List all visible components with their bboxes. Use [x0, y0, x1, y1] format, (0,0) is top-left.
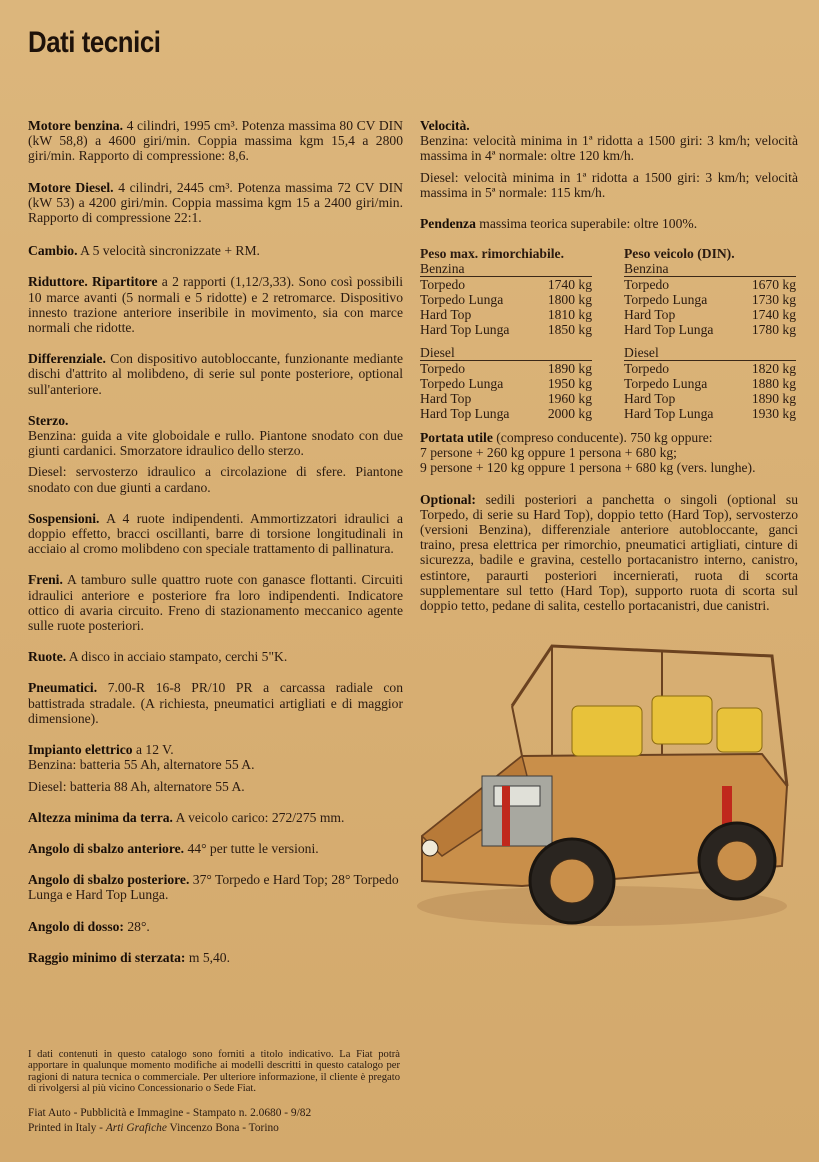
- weight-value: 1960 kg: [547, 391, 592, 406]
- spec-text: A veicolo carico: 272/275 mm.: [175, 809, 345, 825]
- left-column: [28, 118, 403, 965]
- spec-dosso: [28, 919, 403, 934]
- weight-row: [420, 406, 592, 421]
- weight-model: Hard Top Lunga: [624, 406, 714, 421]
- spec-optional: [420, 492, 798, 614]
- spec-label: Freni.: [28, 572, 63, 588]
- spec-riduttore: [28, 274, 403, 335]
- weight-value: 1820 kg: [751, 361, 796, 376]
- weight-row: [420, 322, 592, 337]
- spec-label: Ruote.: [28, 649, 67, 665]
- weight-row: [420, 376, 592, 391]
- spec-pendenza: [420, 216, 798, 231]
- spec-label: Pneumatici.: [28, 680, 98, 696]
- spec-portata: [420, 430, 798, 445]
- towable-heading: Peso max. rimorchiabile.: [420, 246, 564, 261]
- spec-text: A 5 velocità sincronizzate + RM.: [80, 243, 260, 259]
- weight-model: Hard Top: [420, 307, 472, 322]
- spec-text: 44° per tutte le versioni.: [187, 840, 319, 856]
- credit-line-1: Fiat Auto - Pubblicità e Immagine - Stampato n. 2.0680 - 9/82: [28, 1107, 312, 1119]
- spec-altezza: [28, 810, 403, 825]
- weight-model: Hard Top Lunga: [420, 322, 510, 337]
- weight-value: 1950 kg: [547, 376, 592, 391]
- towable-benzina-label: Benzina: [420, 261, 592, 277]
- weight-model: Torpedo Lunga: [420, 292, 504, 307]
- spec-label: Raggio minimo di sterzata:: [28, 949, 186, 965]
- weight-model: Torpedo: [624, 361, 670, 376]
- weight-row: [420, 292, 592, 307]
- weight-model: Torpedo: [420, 277, 466, 292]
- spec-label: Optional:: [420, 491, 476, 507]
- weight-model: Hard Top: [420, 391, 472, 406]
- page-title: Dati tecnici: [28, 26, 161, 59]
- weight-row: [624, 292, 796, 307]
- spec-label: Cambio.: [28, 243, 78, 259]
- spec-text: massima teorica superabile: oltre 100%.: [479, 216, 698, 232]
- spec-velocita-heading: [420, 118, 798, 133]
- weight-value: 1810 kg: [547, 307, 592, 322]
- spec-text: 7.00-R 16-8 PR/10 PR a carcassa radiale con battistrada stradale. (A richiesta, pneumatici artigliati e di maggior dimensione).: [28, 680, 403, 726]
- weight-row: [420, 391, 592, 406]
- spec-motore-diesel: [28, 180, 403, 226]
- spec-label: Portata utile: [420, 430, 493, 445]
- spec-sterzo-benzina: Benzina: guida a vite globoidale e rullo. Piantone snodato con due giunti cardanici. Smorzatore idraulico dello sterzo.: [28, 428, 403, 459]
- spec-label: Sterzo.: [28, 412, 69, 428]
- spec-label: Angolo di sbalzo posteriore.: [28, 872, 190, 888]
- weight-row: [420, 277, 592, 292]
- spec-portata-7: 7 persone + 260 kg oppure 1 persona + 680 kg;: [420, 445, 677, 461]
- weight-value: 1670 kg: [751, 277, 796, 292]
- weight-model: Hard Top Lunga: [420, 406, 510, 421]
- spec-text: Con dispositivo autobloccante, funzionante mediante dischi d'attrito al molibdeno, di serie sul ponte posteriore, optional sull'anteriore.: [28, 351, 404, 397]
- weight-row: [624, 361, 796, 376]
- spec-text: a 2 rapporti (1,12/3,33). Sono così possibili 10 marce avanti (5 normali e 5 ridotte) e 2 retromarce. Dispositivo innesto trazione anteriore inseribile in movimento, sia con marce normali che ridotte.: [28, 274, 403, 336]
- towable-weight-column: [420, 246, 592, 421]
- weight-value: 1730 kg: [751, 292, 796, 307]
- spec-label: Pendenza: [420, 216, 476, 232]
- weight-row: [624, 322, 796, 337]
- weight-value: 2000 kg: [547, 406, 592, 421]
- right-column: [420, 118, 798, 231]
- spec-text: (compreso conducente). 750 kg oppure:: [496, 430, 713, 445]
- credit-text: Printed in Italy -: [28, 1122, 106, 1134]
- spec-label: Angolo di sbalzo anteriore.: [28, 840, 185, 856]
- weight-value: 1850 kg: [547, 322, 592, 337]
- weight-model: Torpedo: [624, 277, 670, 292]
- vehicle-weight-heading: Peso veicolo (DIN).: [624, 246, 735, 261]
- spec-impianto: [28, 742, 403, 757]
- footer-disclaimer: I dati contenuti in questo catalogo sono forniti a titolo indicativo. La Fiat potrà apportare in qualunque momento modifiche ai modelli descritti in questo catalogo per ragioni di natura tecnica o commerciale. Per ulteriore informazione, il cliente è pregato di rivolgersi al più vicino Concessionario o Sede Fiat.: [28, 1048, 400, 1095]
- weight-value: 1880 kg: [751, 376, 796, 391]
- spec-text: A disco in acciaio stampato, cerchi 5"K.: [68, 649, 288, 665]
- weight-row: [624, 406, 796, 421]
- weight-model: Hard Top: [624, 391, 676, 406]
- vehicle-weight-benzina-label: Benzina: [624, 261, 796, 277]
- towable-benzina-rows: [420, 277, 592, 337]
- towable-diesel-rows: [420, 361, 592, 421]
- spec-freni: [28, 572, 403, 633]
- weight-row: [624, 391, 796, 406]
- spec-text: 4 cilindri, 1995 cm³. Potenza massima 80 CV DIN (kW 58,8) a 4600 giri/min. Coppia massima kgm 15,4 a 2800 giri/min. Rapporto di compressione: 8,6.: [28, 118, 403, 164]
- weight-model: Torpedo Lunga: [624, 292, 708, 307]
- weight-value: 1890 kg: [751, 391, 796, 406]
- spec-pneumatici: [28, 680, 403, 726]
- spec-differenziale: [28, 351, 403, 397]
- weight-row: [624, 376, 796, 391]
- spec-sterzo-heading: [28, 413, 403, 428]
- spec-sbalzo-posteriore: [28, 872, 403, 902]
- spec-label: Riduttore. Ripartitore: [28, 274, 158, 290]
- spec-label: Velocità.: [420, 118, 470, 133]
- spec-impianto-diesel: Diesel: batteria 88 Ah, alternatore 55 A.: [28, 778, 245, 794]
- weight-row: [624, 307, 796, 322]
- spec-impianto-benzina: Benzina: batteria 55 Ah, alternatore 55 A.: [28, 757, 255, 773]
- weight-value: 1740 kg: [547, 277, 592, 292]
- right-column-lower: [420, 430, 798, 613]
- spec-label: Motore Diesel.: [28, 179, 114, 195]
- spec-text: a 12 V.: [135, 742, 174, 758]
- weight-model: Torpedo: [420, 361, 466, 376]
- spec-label: Motore benzina.: [28, 118, 124, 133]
- spec-text: 28°.: [127, 918, 150, 934]
- weight-model: Torpedo Lunga: [624, 376, 708, 391]
- footer-credits: [28, 1106, 311, 1136]
- weight-value: 1780 kg: [751, 322, 796, 337]
- weight-row: [420, 307, 592, 322]
- vehicle-cutaway-illustration: [402, 636, 794, 936]
- spec-raggio: [28, 950, 403, 965]
- weight-model: Hard Top: [624, 307, 676, 322]
- weight-row: [420, 361, 592, 376]
- vehicle-weight-diesel-rows: [624, 361, 796, 421]
- weight-value: 1740 kg: [751, 307, 796, 322]
- spec-label: Sospensioni.: [28, 510, 100, 526]
- vehicle-weight-benzina-rows: [624, 277, 796, 337]
- spec-text: A tamburo sulle quattro ruote con ganasce flottanti. Circuiti idraulici anteriore e posteriore fra loro indipendenti. Indicatore ottico di avaria circuito. Freno di stazionamento meccanico agente sulle ruote posteriori.: [28, 572, 404, 634]
- vehicle-weight-diesel-label: Diesel: [624, 345, 796, 361]
- spec-label: Altezza minima da terra.: [28, 809, 173, 825]
- weight-model: Torpedo Lunga: [420, 376, 504, 391]
- spec-label: Impianto elettrico: [28, 742, 133, 758]
- spec-text: sedili posteriori a panchetta o singoli (optional su Torpedo, di serie su Hard Top), doppio tetto (Hard Top), servosterzo (versioni Benzina), differenziale anteriore autobloccante, ganci traino, presa elettrica per rimorchio, pneumatici artigliati, cinture di sicurezza, badile e gravina, cestello portacanistro interno, canistro, estintore, paraurti posteriori incernierati, ruota di scorta supplementare sul tetto (Hard Top), supporto ruota di scorta sul doppio tetto, pedane di salita, cestello portacanistri, due canistri.: [420, 491, 798, 614]
- spec-sterzo-diesel: Diesel: servosterzo idraulico a circolazione di sfere. Piantone snodato con due giunti a cardano.: [28, 464, 403, 495]
- credit-text-italic: Arti Grafiche: [105, 1122, 167, 1134]
- spec-text: m 5,40.: [188, 949, 231, 965]
- weight-value: 1800 kg: [547, 292, 592, 307]
- spec-ruote: [28, 649, 403, 664]
- spec-text: A 4 ruote indipendenti. Ammortizzatori idraulici a doppio effetto, bracci oscillanti, barre di torsione longitudinali in acciaio al cromo molibdeno con speciale trattamento di pallinatura.: [28, 510, 403, 557]
- credit-text: Vincenzo Bona - Torino: [166, 1122, 279, 1134]
- spec-sbalzo-anteriore: [28, 841, 403, 856]
- spec-motore-benzina: [28, 118, 403, 164]
- spec-velocita-diesel: Diesel: velocità minima in 1ª ridotta a 1500 giri: 3 km/h; velocità massima in 5ª normale: 115 km/h.: [420, 169, 798, 200]
- vehicle-weight-column: [624, 246, 796, 421]
- spec-portata-9: 9 persone + 120 kg oppure 1 persona + 680 kg (vers. lunghe).: [420, 460, 756, 476]
- spec-label: Differenziale.: [28, 351, 106, 367]
- spec-cambio: [28, 243, 403, 258]
- spec-label: Angolo di dosso:: [28, 918, 124, 934]
- weight-value: 1890 kg: [547, 361, 592, 376]
- spec-text: 4 cilindri, 2445 cm³. Potenza massima 72 CV DIN (kW 53) a 4200 giri/min. Coppia massima kgm 15 a 2400 giri/min. Rapporto di compressione 22:1.: [28, 179, 403, 226]
- spec-velocita-benzina: Benzina: velocità minima in 1ª ridotta a 1500 giri: 3 km/h; velocità massima in 4ª normale: oltre 120 km/h.: [420, 133, 798, 164]
- weight-value: 1930 kg: [751, 406, 796, 421]
- weight-model: Hard Top Lunga: [624, 322, 714, 337]
- spec-sospensioni: [28, 511, 403, 557]
- spec-text: 37° Torpedo e Hard Top; 28° Torpedo Lunga e Hard Top Lunga.: [28, 872, 399, 903]
- weight-row: [624, 277, 796, 292]
- credit-line-2: [28, 1121, 311, 1136]
- towable-diesel-label: Diesel: [420, 345, 592, 361]
